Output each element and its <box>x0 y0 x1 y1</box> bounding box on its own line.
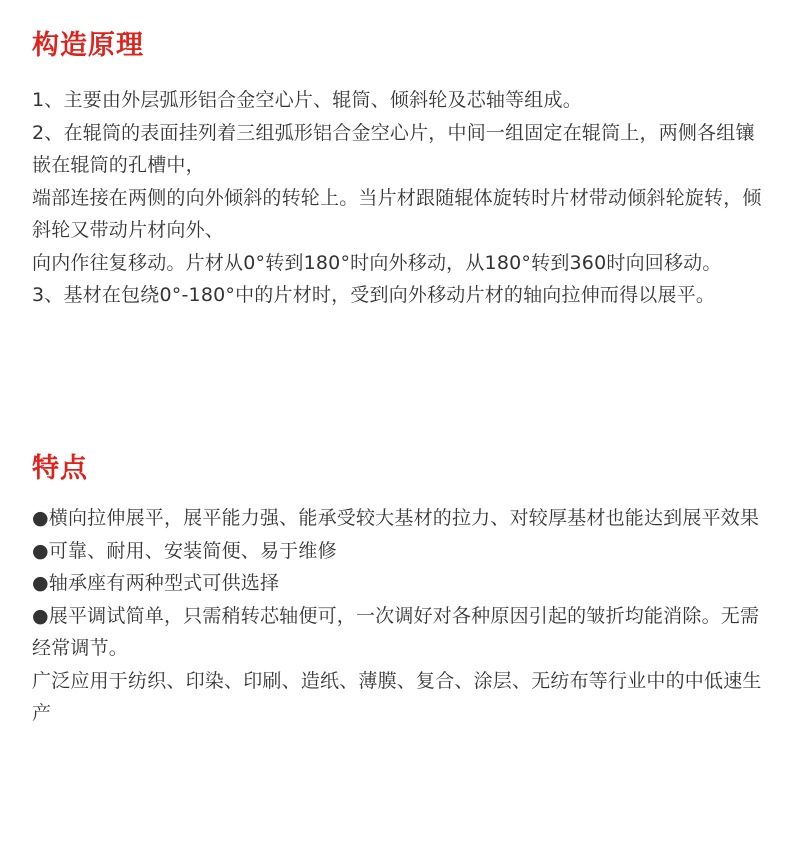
principle-paragraph-2: 2、在辊筒的表面挂列着三组弧形铝合金空心片，中间一组固定在辊筒上，两侧各组镶嵌在辊筒的孔槽中， <box>32 121 755 176</box>
feature-item-1: ●横向拉伸展平，展平能力强、能承受较大基材的拉力、对较厚基材也能达到展平效果 <box>32 507 760 529</box>
section-title-principle: 构造原理 <box>32 30 144 61</box>
feature-application: 广泛应用于纺织、印染、印刷、造纸、薄膜、复合、涂层、无纺布等行业中的中低速生产 <box>32 669 762 724</box>
feature-item-3: ●轴承座有两种型式可供选择 <box>32 572 280 594</box>
principle-paragraph-3: 端部连接在两侧的向外倾斜的转轮上。当片材跟随辊体旋转时片材带动倾斜轮旋转，倾斜轮又带动片材向外、 <box>32 186 762 241</box>
feature-item-2: ●可靠、耐用、安装简便、易于维修 <box>32 539 337 562</box>
principle-paragraph-5: 3、基材在包绕0°-180°中的片材时，受到向外移动片材的轴向拉伸而得以展平。 <box>32 284 716 306</box>
principle-body <box>32 84 767 312</box>
principle-paragraph-4: 向内作往复移动。片材从0°转到180°时向外移动，从180°转到360时向回移动。 <box>32 251 722 274</box>
principle-paragraph-1: 1、主要由外层弧形铝合金空心片、辊筒、倾斜轮及芯轴等组成。 <box>32 89 582 111</box>
section-title-features: 特点 <box>32 453 88 484</box>
feature-item-4: ●展平调试简单，只需稍转芯轴便可，一次调好对各种原因引起的皱折均能消除。无需经常调节。 <box>32 604 760 659</box>
features-body <box>32 502 767 730</box>
